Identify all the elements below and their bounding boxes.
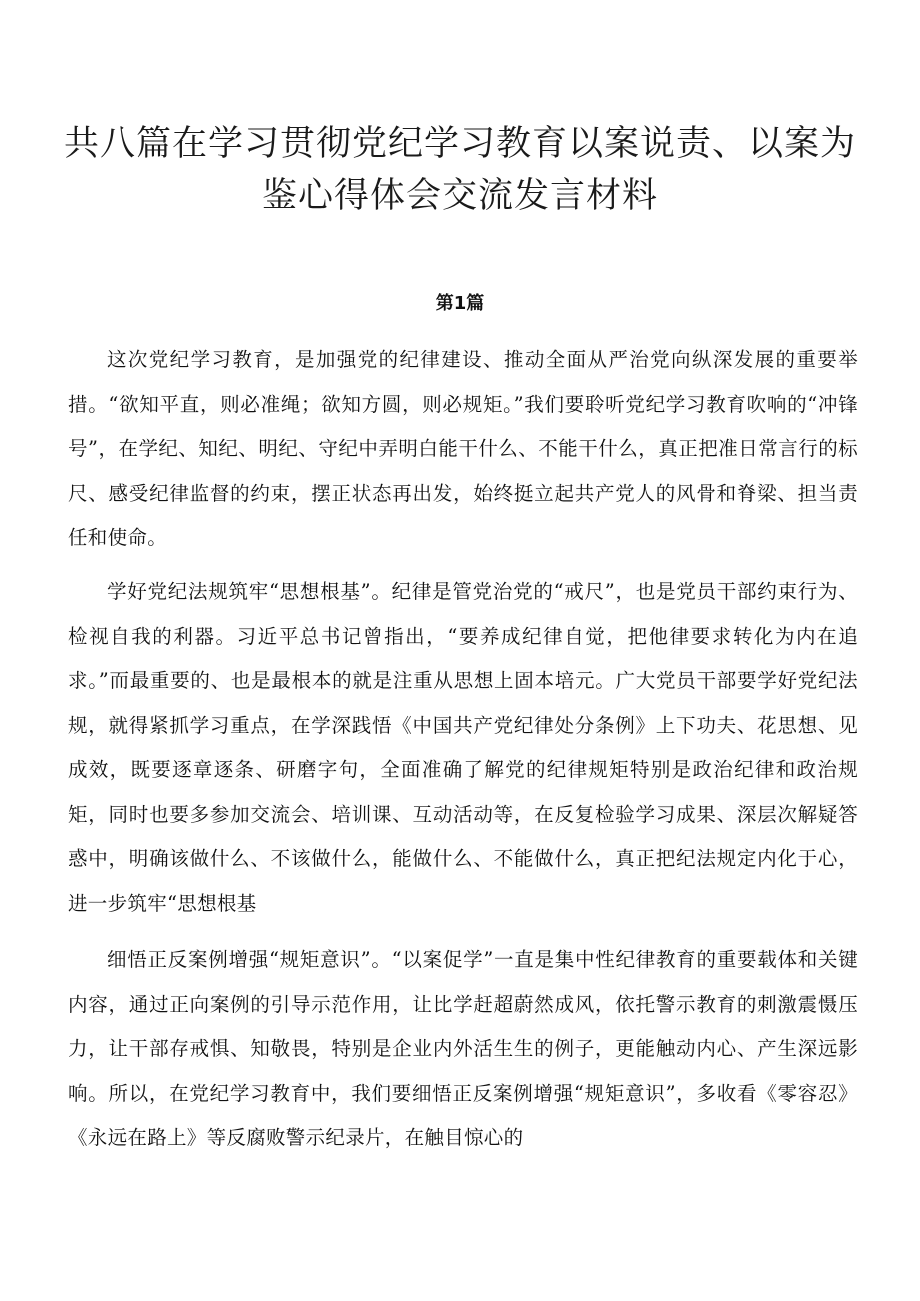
paragraph-3: 细悟正反案例增强“规矩意识”。“以案促学”一直是集中性纪律教育的重要载体和关键内容，通过正向案例的引导示范作用，让比学赶超蔚然成风，依托警示教育的刺激震慑压力，让干部存戒惧、知敬畏，特别是企业内外活生生的例子，更能触动内心、产生深远影响。所以，在党纪学习教育中，我们要细悟正反案例增强“规矩意识”，多收看《零容忍》《永远在路上》等反腐败警示纪录片，在触目惊心的 (68, 948, 858, 1149)
paragraph-2: 学好党纪法规筑牢“思想根基”。纪律是管党治党的“戒尺”，也是党员干部约束行为、检视自我的利器。习近平总书记曾指出，“要养成纪律自觉，把他律要求转化为内在追求。”而最重要的、也是最根本的就是注重从思想上固本培元。广大党员干部要学好党纪法规，就得紧抓学习重点，在学深践悟《中国共产党纪律处分条例》上下功夫、花思想、见成效，既要逐章逐条、研磨字句，全面准确了解党的纪律规矩特别是政治纪律和政治规矩，同时也要多参加交流会、培训课、互动活动等，在反复检验学习成果、深层次解疑答惑中，明确该做什么、不该做什么，能做什么、不能做什么，真正把纪法规定内化于心，进一步筑牢“思想根基 (68, 580, 858, 915)
document-title: 共八篇在学习贯彻党纪学习教育以案说责、以案为鉴心得体会交流发言材料 (63, 124, 856, 216)
section-heading: 第1篇 (435, 293, 485, 314)
paragraph-1: 这次党纪学习教育，是加强党的纪律建设、推动全面从严治党向纵深发展的重要举措。“欲知平直，则必准绳；欲知方圆，则必规矩。”我们要聆听党纪学习教育吹响的“冲锋号”，在学纪、知纪、明纪、守纪中弄明白能干什么、不能干什么，真正把准日常言行的标尺、感受纪律监督的约束，摆正状态再出发，始终挺立起共产党人的风骨和脊梁、担当责任和使命。 (68, 348, 858, 549)
